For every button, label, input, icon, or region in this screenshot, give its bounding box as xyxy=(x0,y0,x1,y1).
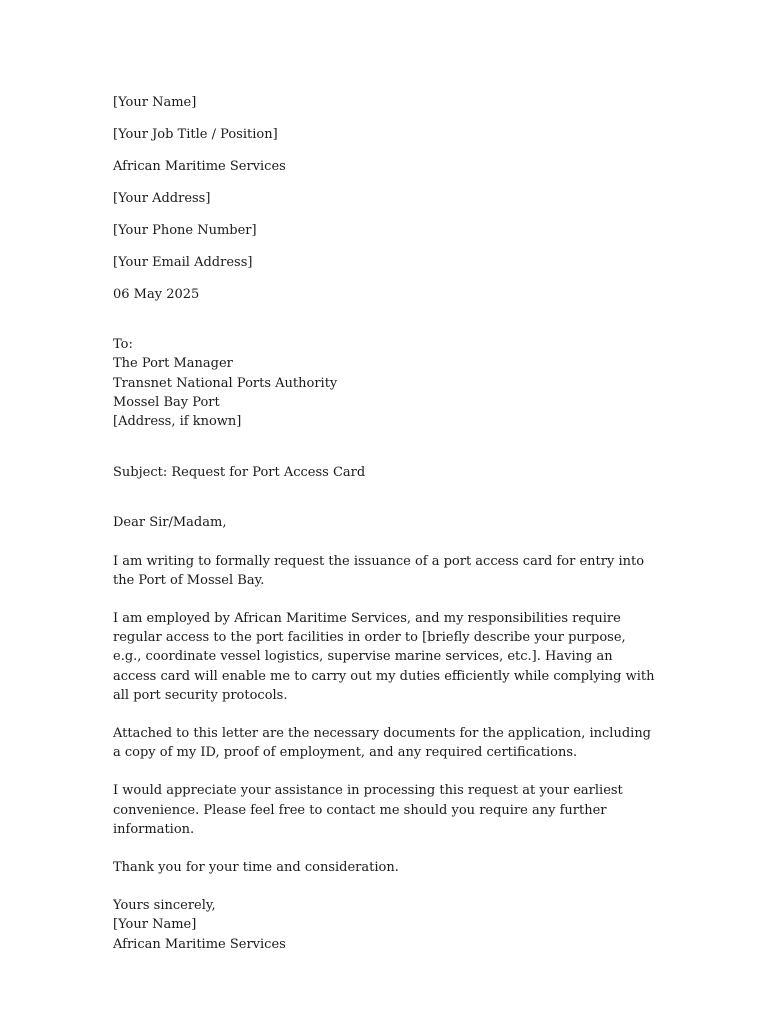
letter-page xyxy=(113,93,658,954)
body-paragraph: Attached to this letter are the necessary documents for the application, including a copy of my ID, proof of employment, and any required certifications. xyxy=(113,726,652,761)
valediction: Yours sincerely, xyxy=(113,898,216,914)
body-paragraph: I am employed by African Maritime Services, and my responsibilities require regular access to the port facilities in order to [briefly describe your purpose, e.g., coordinate vessel logistics, supervise marine services, etc.]. Having an access card will enable me to carry out my duties efficiently while complying with all port security protocols. xyxy=(113,611,655,703)
recipient-port: Mossel Bay Port xyxy=(113,394,220,410)
recipient-address: [Address, if known] xyxy=(113,414,242,430)
recipient-to-label: To: xyxy=(113,337,133,353)
signoff-name: [Your Name] xyxy=(113,917,197,933)
salutation: Dear Sir/Madam, xyxy=(113,515,227,531)
sender-name: [Your Name] xyxy=(113,95,197,110)
recipient-title: The Port Manager xyxy=(113,356,233,372)
closing-line: Thank you for your time and consideration. xyxy=(113,860,399,876)
signoff-company: African Maritime Services xyxy=(113,936,286,952)
letter-date: 06 May 2025 xyxy=(113,287,200,302)
recipient-block xyxy=(113,335,658,431)
sender-email: [Your Email Address] xyxy=(113,255,253,270)
sender-company: African Maritime Services xyxy=(113,159,286,174)
signoff-block xyxy=(113,896,658,954)
recipient-organization: Transnet National Ports Authority xyxy=(113,375,338,391)
sender-phone: [Your Phone Number] xyxy=(113,223,257,238)
body-paragraph: I would appreciate your assistance in processing this request at your earliest convenience. Please feel free to contact me should you require any further information. xyxy=(113,783,623,837)
subject-line: Subject: Request for Port Access Card xyxy=(113,465,366,481)
sender-job-title: [Your Job Title / Position] xyxy=(113,127,278,142)
body-paragraph: I am writing to formally request the issuance of a port access card for entry into the Port of Mossel Bay. xyxy=(113,553,645,588)
sender-address: [Your Address] xyxy=(113,191,211,206)
sender-block xyxy=(113,93,658,304)
